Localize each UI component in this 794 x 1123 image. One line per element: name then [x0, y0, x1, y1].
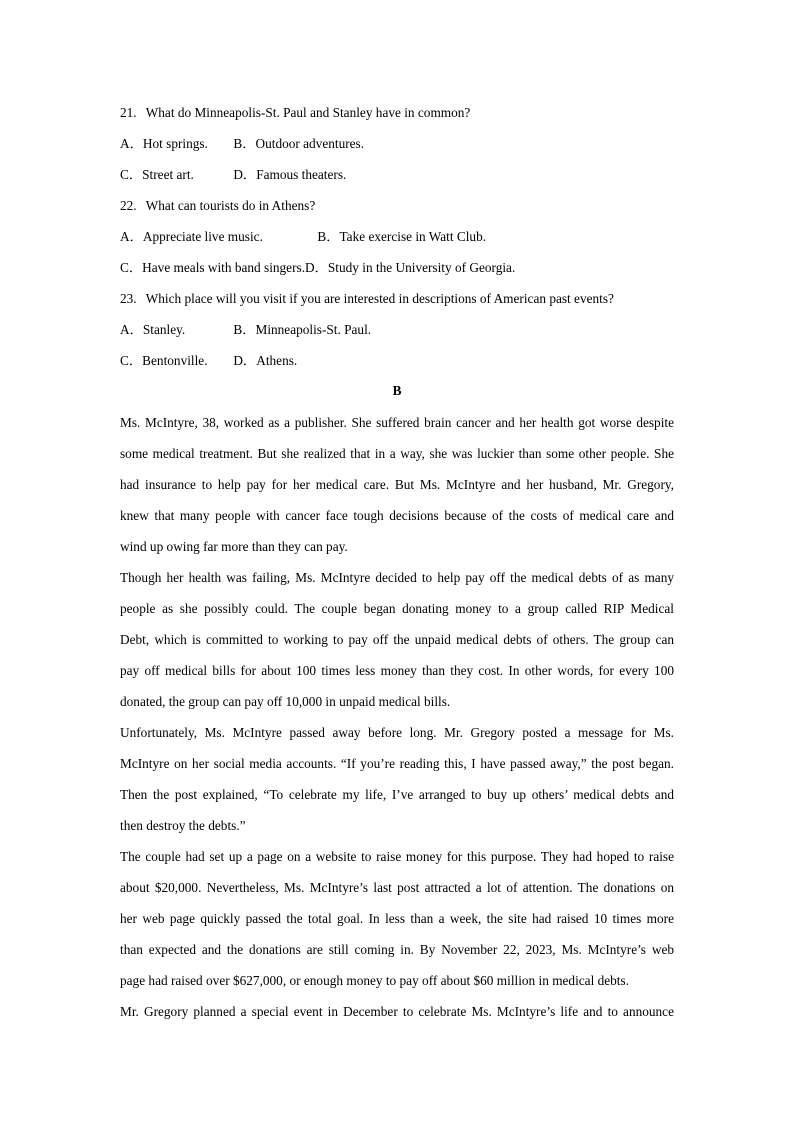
paragraph-line: than expected and the donations are still coming in. By November 22, 2023, Ms. McIntyre’s web [120, 942, 674, 957]
paragraph-5 [120, 1000, 674, 1031]
question-22 [120, 194, 674, 225]
option-b: B．Outdoor adventures. [233, 136, 365, 151]
paragraph-line: Unfortunately, Ms. McIntyre passed away before long. Mr. Gregory posted a message for Ms. [120, 725, 674, 740]
option-d: D．Athens. [233, 353, 298, 368]
document-page [120, 101, 674, 1031]
option-row [120, 349, 674, 380]
paragraph-line: Ms. McIntyre, 38, worked as a publisher. She suffered brain cancer and her health got worse despite [120, 415, 674, 430]
paragraph-2 [120, 566, 674, 721]
section-heading: B [392, 383, 402, 398]
option-d: D．Study in the University of Georgia. [305, 260, 516, 275]
option-d: D．Famous theaters. [233, 167, 347, 182]
paragraph-line: had insurance to help pay for her medical care. But Ms. McIntyre and her husband, Mr. Gregory, [120, 477, 674, 492]
paragraph-4 [120, 845, 674, 1000]
paragraph-line: Then the post explained, “To celebrate my life, I’ve arranged to buy up others’ medical debts and [120, 787, 674, 802]
option-row [120, 318, 674, 349]
option-b: B．Take exercise in Watt Club. [317, 229, 487, 244]
paragraph-line: then destroy the debts.” [120, 818, 246, 833]
question-21 [120, 101, 674, 132]
paragraph-line: some medical treatment. But she realized that in a way, she was luckier than some other people. She [120, 446, 674, 461]
question-number: 21. [120, 105, 137, 120]
paragraph-line: knew that many people with cancer face tough decisions because of the costs of medical care and [120, 508, 674, 523]
paragraph-line: McIntyre on her social media accounts. “If you’re reading this, I have passed away,” the post began. [120, 756, 674, 771]
question-text: What do Minneapolis-St. Paul and Stanley have in common? [145, 105, 471, 120]
option-c: C．Bentonville. [120, 353, 208, 368]
paragraph-line: Though her health was failing, Ms. McIntyre decided to help pay off the medical debts of as many [120, 570, 674, 585]
question-text: Which place will you visit if you are interested in descriptions of American past events? [145, 291, 614, 306]
option-row [120, 163, 674, 194]
option-c: C．Street art. [120, 167, 194, 182]
paragraph-line: donated, the group can pay off 10,000 in unpaid medical bills. [120, 694, 451, 709]
option-a: A．Appreciate live music. [120, 229, 263, 244]
option-b: B．Minneapolis-St. Paul. [233, 322, 372, 337]
paragraph-1 [120, 411, 674, 566]
question-23 [120, 287, 674, 318]
paragraph-line: her web page quickly passed the total goal. In less than a week, the site had raised 10 times more [120, 911, 674, 926]
option-row [120, 132, 674, 163]
option-c: C．Have meals with band singers. [120, 260, 306, 275]
paragraph-line: people as she possibly could. The couple began donating money to a group called RIP Medical [120, 601, 674, 616]
option-row [120, 225, 674, 256]
paragraph-line: about $20,000. Nevertheless, Ms. McIntyre’s last post attracted a lot of attention. The donations on [120, 880, 674, 895]
paragraph-3 [120, 721, 674, 845]
option-row [120, 256, 674, 287]
option-a: A．Hot springs. [120, 136, 208, 151]
paragraph-line: pay off medical bills for about 100 times less money than they cost. In other words, for every 100 [120, 663, 674, 678]
paragraph-line: The couple had set up a page on a website to raise money for this purpose. They had hoped to raise [120, 849, 674, 864]
question-text: What can tourists do in Athens? [145, 198, 316, 213]
question-number: 22. [120, 198, 137, 213]
paragraph-line: page had raised over $627,000, or enough money to pay off about $60 million in medical debts. [120, 973, 629, 988]
option-a: A．Stanley. [120, 322, 186, 337]
paragraph-line: wind up owing far more than they can pay. [120, 539, 348, 554]
question-number: 23. [120, 291, 137, 306]
paragraph-line: Debt, which is committed to working to pay off the unpaid medical debts of others. The group can [120, 632, 674, 647]
paragraph-line: Mr. Gregory planned a special event in December to celebrate Ms. McIntyre’s life and to announce [120, 1004, 674, 1019]
